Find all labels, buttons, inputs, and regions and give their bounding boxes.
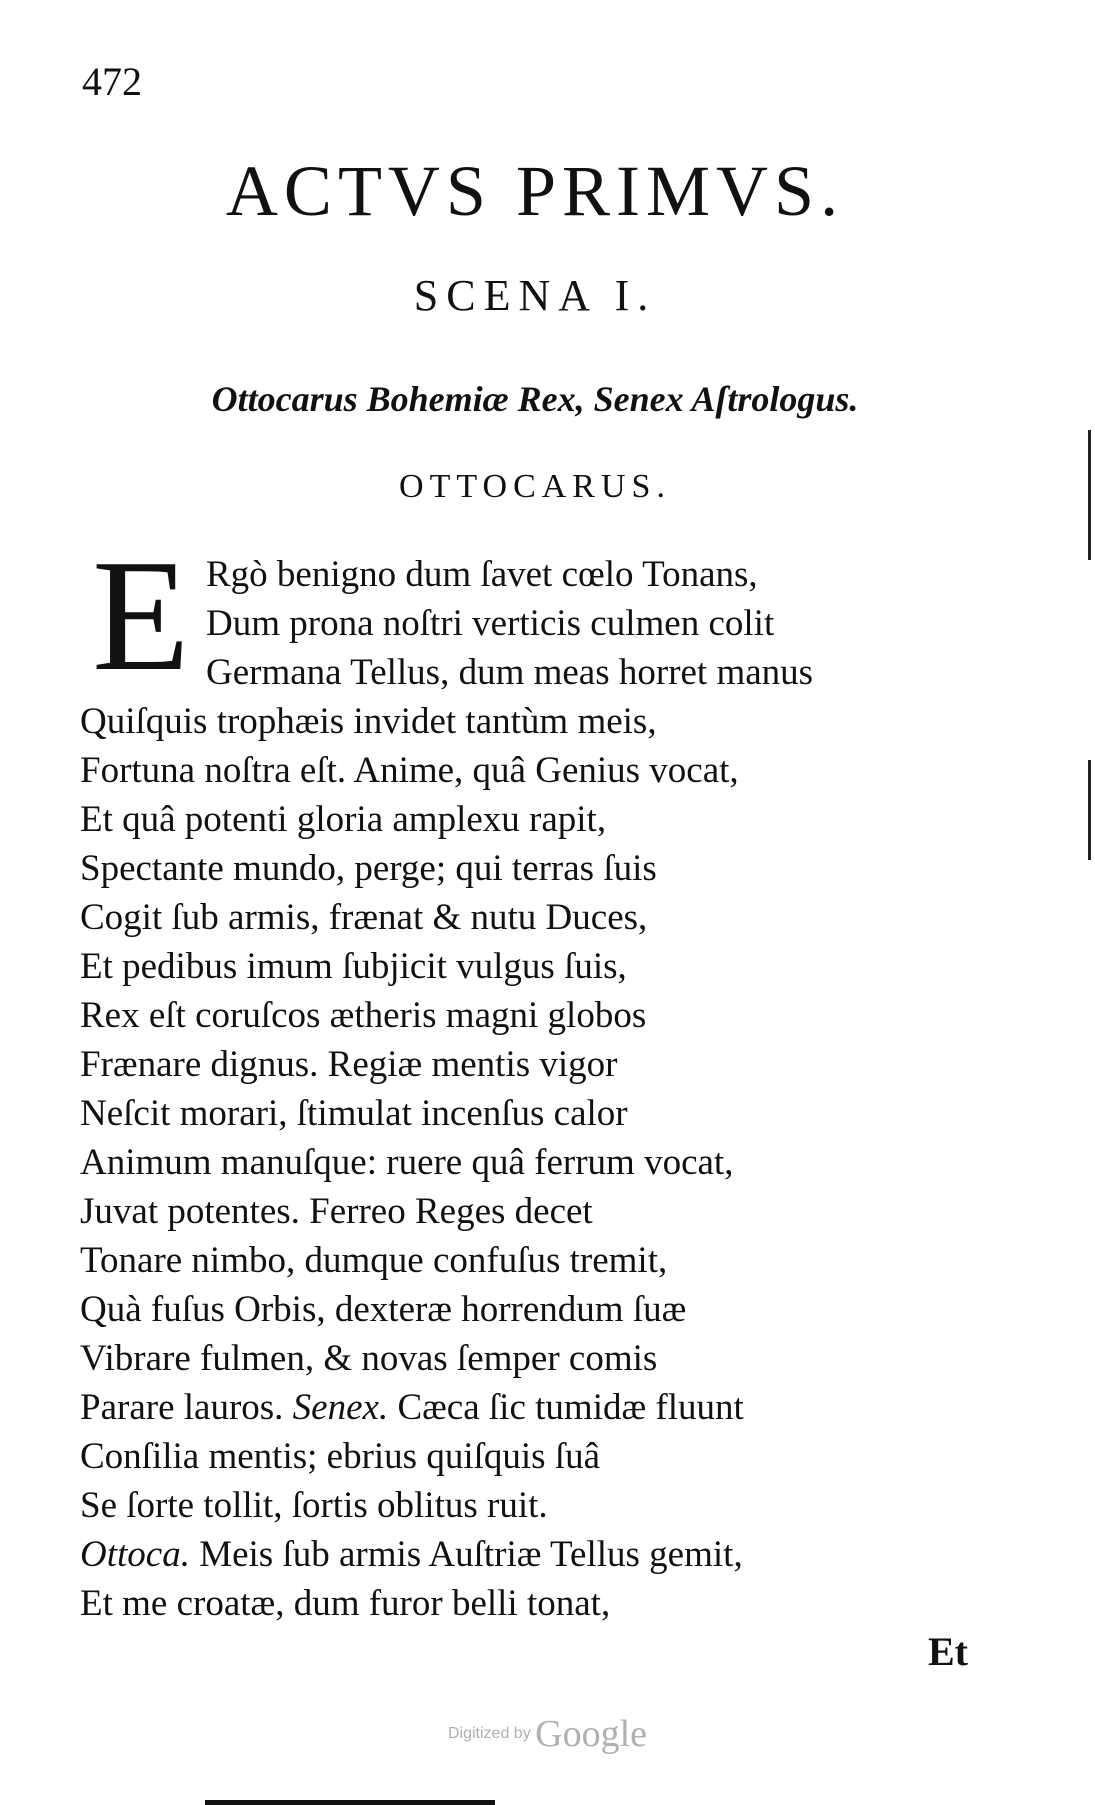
verse-line: Et quâ potenti gloria amplexu rapit,	[80, 799, 607, 840]
verse-line: Vibrare fulmen, & novas ſemper comis	[80, 1338, 658, 1379]
verse-line: Quiſquis trophæis invidet tantùm meis,	[80, 701, 657, 742]
speaker-label: Ottoca.	[80, 1534, 190, 1575]
verse-line: Frænare dignus. Regiæ mentis vigor	[80, 1044, 618, 1085]
catchword: Et	[928, 1629, 968, 1674]
verse-line: Tonare nimbo, dumque confuſus tremit,	[80, 1240, 668, 1281]
verse-line: Parare lauros. Senex. Cæca ſic tumidæ fluunt	[80, 1387, 744, 1428]
verse-line: Spectante mundo, perge; qui terras ſuis	[80, 848, 657, 889]
scan-edge-mark	[1088, 430, 1091, 560]
character-list: Ottocarus Bohemiæ Rex, Senex Aſtrologus.	[211, 379, 859, 419]
verse-line: Rgò benigno dum ſavet cœlo Tonans,	[206, 554, 758, 595]
drop-cap: E	[92, 526, 190, 704]
act-title: ACTVS PRIMVS.	[225, 151, 845, 231]
verse-line: Cogit ſub armis, frænat & nutu Duces,	[80, 897, 648, 938]
digitization-watermark	[0, 1712, 1095, 1756]
scan-edge-mark	[1088, 760, 1091, 860]
verse-line: Dum prona noſtri verticis culmen colit	[206, 603, 775, 644]
scene-title: SCENA I.	[413, 271, 657, 320]
verse-line: Juvat potentes. Ferreo Reges decet	[80, 1191, 593, 1232]
verse-line: Et pedibus imum ſubjicit vulgus ſuis,	[80, 946, 627, 987]
verse-line: Animum manuſque: ruere quâ ferrum vocat,	[80, 1142, 734, 1183]
verse-line: Quà fuſus Orbis, dexteræ horrendum ſuæ	[80, 1289, 687, 1330]
page-number: 472	[82, 59, 142, 104]
verse-line: Ottoca. Meis ſub armis Auſtriæ Tellus gemit,	[80, 1534, 743, 1575]
verse-line: Germana Tellus, dum meas horret manus	[206, 652, 814, 693]
bottom-rule	[205, 1800, 495, 1805]
verse-line: Neſcit morari, ſtimulat incenſus calor	[80, 1093, 628, 1134]
verse-line: Conſilia mentis; ebrius quiſquis ſuâ	[80, 1436, 601, 1477]
verse-line: Rex eſt coruſcos ætheris magni globos	[80, 995, 647, 1036]
verse-block	[80, 550, 1040, 1628]
watermark-prefix: Digitized by	[447, 1725, 531, 1742]
verse-line: Se ſorte tollit, ſortis oblitus ruit.	[80, 1485, 548, 1526]
speaker-label: Senex.	[292, 1387, 389, 1428]
speaker-name: OTTOCARUS.	[399, 468, 671, 505]
verse-line: Et me croatæ, dum furor belli tonat,	[80, 1583, 611, 1624]
verse-line: Fortuna noſtra eſt. Anime, quâ Genius vocat,	[80, 750, 739, 791]
watermark-brand: Google	[535, 1713, 648, 1755]
